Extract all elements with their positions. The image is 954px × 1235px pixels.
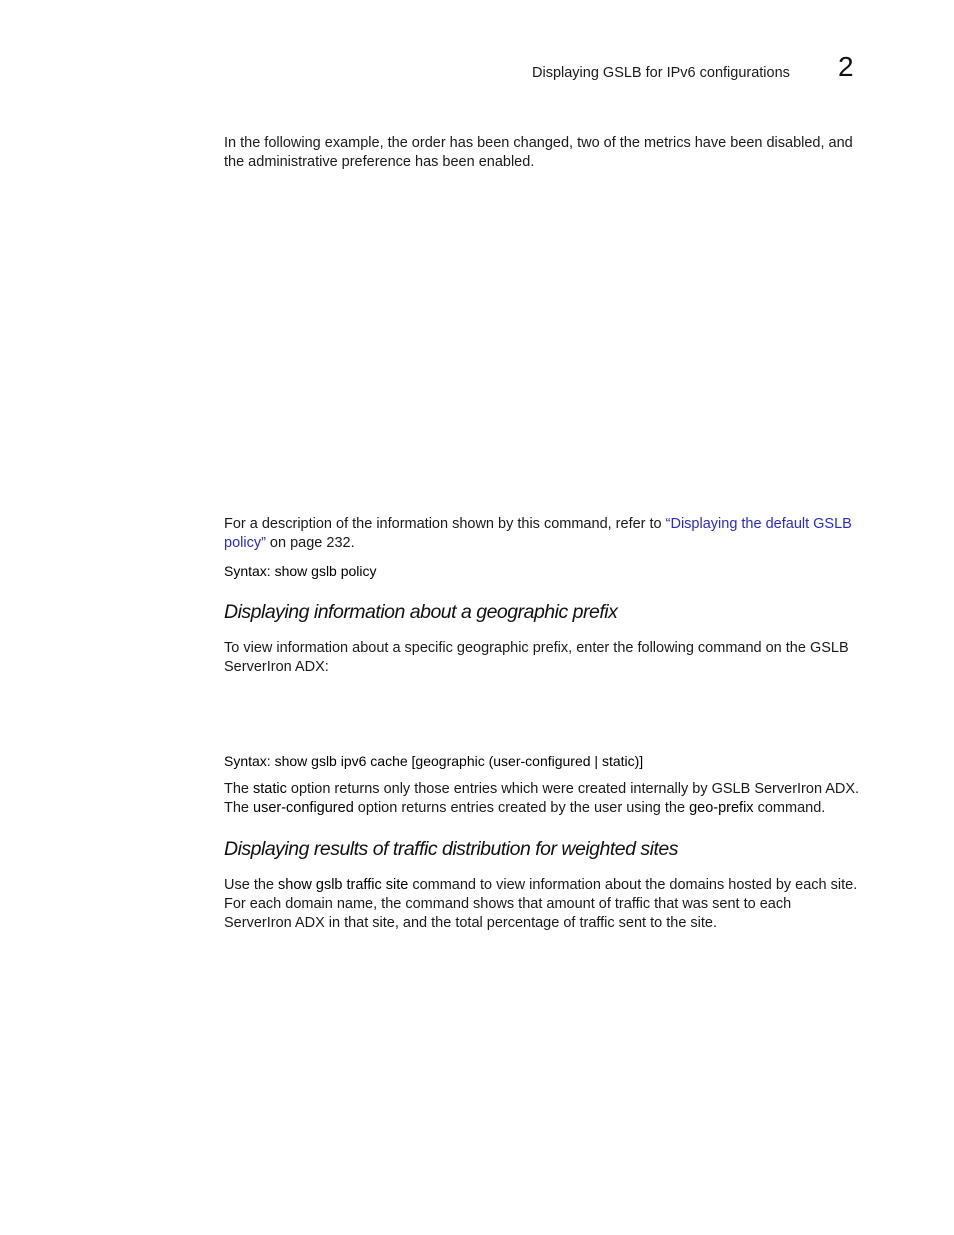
running-header-title: Displaying GSLB for IPv6 configurations [532, 65, 790, 81]
show-gslb-traffic-site-command: show gslb traffic site [278, 877, 409, 893]
intro-paragraph: In the following example, the order has been changed, two of the metrics have been disabled, and the administrative preference has been enabled. [224, 135, 853, 170]
description-paragraph [224, 515, 870, 553]
section-heading-geographic-prefix: Displaying information about a geographic prefix [224, 601, 618, 623]
static-keyword: static [253, 781, 287, 797]
syntax-show-gslb-policy: Syntax: show gslb policy [224, 563, 377, 579]
options-paragraph: The static option returns only those entries which were created internally by GSLB ServerIron ADX. The user-configured option returns entries created by the user using the geo-prefix command. [224, 781, 860, 816]
chapter-number: 2 [838, 51, 854, 82]
description-text: For a description of the information shown by this command, refer to [224, 516, 666, 532]
syntax-show-gslb-ipv6-cache: Syntax: show gslb ipv6 cache [geographic (user-configured | static)] [224, 753, 644, 769]
description-page-ref: on page 232. [265, 535, 355, 551]
traffic-distribution-paragraph: Use the show gslb traffic site command to view information about the domains hosted by each site. For each domain name, the command shows that amount of traffic that was sent to each ServerIron ADX in that site, and the total percentage of traffic sent to the site. [224, 877, 858, 931]
section-heading-traffic-distribution: Displaying results of traffic distribution for weighted sites [224, 838, 678, 860]
geo-prefix-keyword: geo-prefix [689, 800, 754, 816]
user-configured-keyword: user-configured [253, 800, 354, 816]
geographic-prefix-paragraph: To view information about a specific geographic prefix, enter the following command on the GSLB ServerIron ADX: [224, 640, 849, 675]
cross-reference-link[interactable]: “Displaying the default GSLB policy” [224, 516, 852, 551]
